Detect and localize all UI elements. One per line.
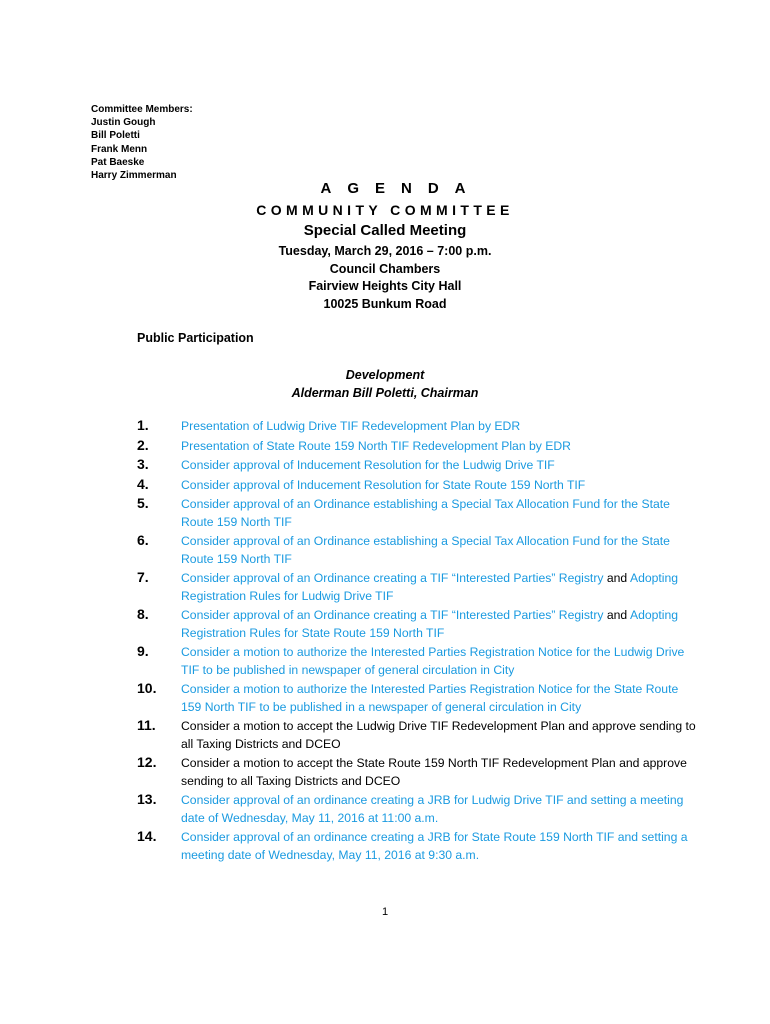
meeting-date-time: Tuesday, March 29, 2016 – 7:00 p.m. (278, 244, 492, 258)
committee-member: Pat Baeske (91, 156, 145, 168)
item-number: 3. (137, 456, 149, 472)
meeting-building: Fairview Heights City Hall (308, 279, 462, 293)
agenda-items (137, 418, 697, 866)
committee-name: COMMUNITY COMMITTEE (256, 202, 514, 218)
item-text-continued[interactable]: Adopting Registration Rules for State Route 159 North TIF (181, 608, 679, 640)
agenda-item (137, 477, 697, 495)
item-text[interactable]: Consider a motion to authorize the Interested Parties Registration Notice for the State Route 159 North TIF to be published in a newspaper of general circulation in City (181, 682, 679, 714)
item-text[interactable]: Consider approval of Inducement Resolution for State Route 159 North TIF (181, 477, 586, 492)
item-text[interactable]: Consider approval of an Ordinance establishing a Special Tax Allocation Fund for the State Route 159 North TIF (181, 534, 670, 566)
item-number: 13. (137, 791, 157, 807)
item-number: 4. (137, 475, 149, 492)
agenda-title: AGENDA (320, 180, 482, 197)
item-number: 2. (137, 436, 149, 453)
committee-members (91, 103, 193, 182)
item-text[interactable]: Consider approval of an ordinance creating a JRB for State Route 159 North TIF and setting a meeting date of Wednesday, May 11, 2016 at 9:30 a.m. (181, 830, 688, 862)
item-text[interactable]: Consider approval of an Ordinance creating a TIF “Interested Parties” Registry (181, 608, 604, 622)
meeting-type: Special Called Meeting (303, 222, 467, 239)
item-joiner: and (606, 571, 628, 585)
item-text[interactable]: Consider approval of an ordinance creating a JRB for Ludwig Drive TIF and setting a meeting date of Wednesday, May 11, 2016 at 11:00 a.m. (181, 793, 684, 825)
item-number: 1. (137, 417, 149, 433)
committee-member: Harry Zimmerman (91, 170, 177, 182)
item-number: 10. (137, 680, 157, 696)
item-text: Consider a motion to accept the Ludwig Drive TIF Redevelopment Plan and approve sending to all Taxing Districts and DCEO (181, 719, 696, 751)
agenda-item (137, 570, 697, 605)
section-title: Development (345, 368, 425, 382)
section-chair: Alderman Bill Poletti, Chairman (291, 386, 479, 400)
item-text[interactable]: Presentation of State Route 159 North TIF Redevelopment Plan by EDR (181, 438, 571, 453)
agenda-item (137, 533, 697, 568)
agenda-item (137, 792, 697, 827)
agenda-item (137, 718, 697, 753)
item-number: 11. (137, 717, 156, 733)
item-number: 9. (137, 643, 149, 659)
item-text: Consider a motion to accept the State Route 159 North TIF Redevelopment Plan and approve sending to all Taxing Districts and DCEO (181, 756, 687, 788)
meeting-address: 10025 Bunkum Road (323, 296, 447, 311)
item-text[interactable]: Consider approval of an Ordinance establishing a Special Tax Allocation Fund for the State Route 159 North TIF (181, 497, 670, 529)
agenda-item (137, 644, 697, 679)
page-number: 1 (381, 906, 389, 918)
item-number: 14. (137, 828, 157, 844)
item-text[interactable]: Consider approval of Inducement Resolution for the Ludwig Drive TIF (181, 458, 555, 472)
agenda-item (137, 607, 697, 642)
agenda-item (137, 438, 697, 456)
committee-member: Justin Gough (91, 117, 156, 129)
meeting-details (0, 243, 770, 313)
item-number: 7. (137, 569, 149, 585)
committee-member: Frank Menn (91, 143, 148, 155)
section-header (0, 366, 770, 402)
item-text[interactable]: Consider approval of an Ordinance creating a TIF “Interested Parties” Registry (181, 571, 604, 585)
agenda-item (137, 755, 697, 790)
item-joiner: and (606, 608, 628, 622)
item-text[interactable]: Consider a motion to authorize the Interested Parties Registration Notice for the Ludwig Drive TIF to be published in newspaper of general circulation in City (181, 645, 685, 677)
committee-member: Bill Poletti (91, 130, 140, 142)
item-number: 6. (137, 532, 149, 548)
item-number: 8. (137, 606, 149, 622)
public-participation: Public Participation (137, 331, 254, 345)
agenda-item (137, 496, 697, 531)
item-text[interactable]: Presentation of Ludwig Drive TIF Redevelopment Plan by EDR (181, 419, 521, 433)
committee-members-heading: Committee Members: (91, 104, 193, 115)
item-number: 12. (137, 754, 157, 770)
item-text-continued[interactable]: Adopting Registration Rules for Ludwig Drive TIF (181, 571, 679, 603)
agenda-item (137, 681, 697, 716)
agenda-item (137, 457, 697, 475)
item-number: 5. (137, 495, 149, 511)
meeting-location: Council Chambers (329, 261, 441, 276)
agenda-item (137, 829, 697, 864)
agenda-item (137, 418, 697, 436)
